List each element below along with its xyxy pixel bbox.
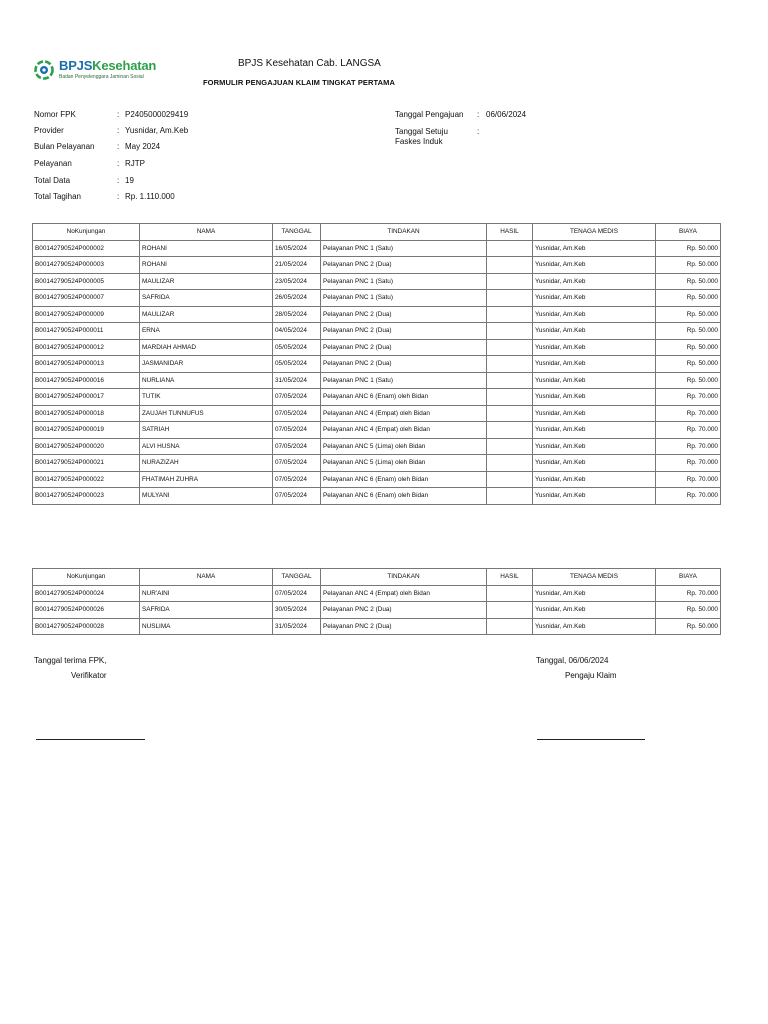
cell-tenaga-medis: Yusnidar, Am.Keb bbox=[533, 290, 656, 307]
tanggal-terima-label: Tanggal terima FPK, bbox=[34, 656, 107, 665]
cell-hasil bbox=[487, 455, 533, 472]
table-row bbox=[33, 323, 721, 340]
info-colon: : bbox=[477, 127, 480, 136]
cell-tenaga-medis: Yusnidar, Am.Keb bbox=[533, 257, 656, 274]
table-row bbox=[33, 405, 721, 422]
cell-hasil bbox=[487, 356, 533, 373]
cell-hasil bbox=[487, 602, 533, 619]
cell-tindakan: Pelayanan ANC 4 (Empat) oleh Bidan bbox=[321, 422, 487, 439]
cell-tindakan: Pelayanan PNC 2 (Dua) bbox=[321, 602, 487, 619]
cell-biaya: Rp. 50.000 bbox=[656, 618, 721, 635]
cell-tanggal: 30/05/2024 bbox=[273, 602, 321, 619]
cell-tenaga-medis: Yusnidar, Am.Keb bbox=[533, 240, 656, 257]
info-colon: : bbox=[117, 126, 120, 135]
cell-biaya: Rp. 50.000 bbox=[656, 372, 721, 389]
cell-biaya: Rp. 50.000 bbox=[656, 290, 721, 307]
cell-tanggal: 28/05/2024 bbox=[273, 306, 321, 323]
cell-hasil bbox=[487, 422, 533, 439]
cell-no-kunjungan: B00142790524P000016 bbox=[33, 372, 140, 389]
cell-biaya: Rp. 70.000 bbox=[656, 422, 721, 439]
cell-tenaga-medis: Yusnidar, Am.Keb bbox=[533, 488, 656, 505]
cell-tenaga-medis: Yusnidar, Am.Keb bbox=[533, 438, 656, 455]
cell-biaya: Rp. 50.000 bbox=[656, 339, 721, 356]
cell-no-kunjungan: B00142790524P000003 bbox=[33, 257, 140, 274]
cell-nama: MARDIAH AHMAD bbox=[140, 339, 273, 356]
cell-biaya: Rp. 70.000 bbox=[656, 471, 721, 488]
info-label: Bulan Pelayanan bbox=[34, 142, 95, 151]
table-row bbox=[33, 257, 721, 274]
cell-tenaga-medis: Yusnidar, Am.Keb bbox=[533, 372, 656, 389]
cell-tanggal: 07/05/2024 bbox=[273, 422, 321, 439]
cell-nama: NURAZIZAH bbox=[140, 455, 273, 472]
cell-hasil bbox=[487, 405, 533, 422]
cell-hasil bbox=[487, 618, 533, 635]
cell-no-kunjungan: B00142790524P000020 bbox=[33, 438, 140, 455]
cell-hasil bbox=[487, 372, 533, 389]
cell-tenaga-medis: Yusnidar, Am.Keb bbox=[533, 585, 656, 602]
column-header-no-kunjungan: NoKunjungan bbox=[33, 224, 140, 241]
info-value: P2405000029419 bbox=[125, 110, 189, 119]
cell-tanggal: 07/05/2024 bbox=[273, 471, 321, 488]
table-row bbox=[33, 455, 721, 472]
cell-tenaga-medis: Yusnidar, Am.Keb bbox=[533, 273, 656, 290]
cell-nama: ROHANI bbox=[140, 240, 273, 257]
table-row bbox=[33, 339, 721, 356]
cell-no-kunjungan: B00142790524P000005 bbox=[33, 273, 140, 290]
column-header-tindakan: TINDAKAN bbox=[321, 569, 487, 586]
pengaju-klaim-label: Pengaju Klaim bbox=[565, 671, 617, 680]
cell-no-kunjungan: B00142790524P000026 bbox=[33, 602, 140, 619]
cell-no-kunjungan: B00142790524P000012 bbox=[33, 339, 140, 356]
cell-nama: JASMANIDAR bbox=[140, 356, 273, 373]
info-colon: : bbox=[117, 142, 120, 151]
table-row bbox=[33, 273, 721, 290]
cell-biaya: Rp. 50.000 bbox=[656, 240, 721, 257]
cell-tenaga-medis: Yusnidar, Am.Keb bbox=[533, 339, 656, 356]
info-colon: : bbox=[117, 159, 120, 168]
cell-tindakan: Pelayanan ANC 5 (Lima) oleh Bidan bbox=[321, 438, 487, 455]
cell-biaya: Rp. 50.000 bbox=[656, 257, 721, 274]
column-header-biaya: BIAYA bbox=[656, 224, 721, 241]
cell-hasil bbox=[487, 471, 533, 488]
cell-biaya: Rp. 70.000 bbox=[656, 488, 721, 505]
cell-biaya: Rp. 70.000 bbox=[656, 405, 721, 422]
cell-tanggal: 07/05/2024 bbox=[273, 488, 321, 505]
cell-no-kunjungan: B00142790524P000011 bbox=[33, 323, 140, 340]
info-label: Total Tagihan bbox=[34, 192, 81, 201]
column-header-nama: NAMA bbox=[140, 569, 273, 586]
cell-hasil bbox=[487, 389, 533, 406]
cell-hasil bbox=[487, 438, 533, 455]
cell-tenaga-medis: Yusnidar, Am.Keb bbox=[533, 602, 656, 619]
cell-nama: TUTIK bbox=[140, 389, 273, 406]
cell-nama: SAFRIDA bbox=[140, 290, 273, 307]
cell-biaya: Rp. 50.000 bbox=[656, 273, 721, 290]
info-label: Tanggal Pengajuan bbox=[395, 110, 464, 119]
cell-no-kunjungan: B00142790524P000024 bbox=[33, 585, 140, 602]
cell-tanggal: 07/05/2024 bbox=[273, 438, 321, 455]
verifikator-signature-line bbox=[36, 739, 145, 740]
cell-tindakan: Pelayanan ANC 5 (Lima) oleh Bidan bbox=[321, 455, 487, 472]
cell-tindakan: Pelayanan PNC 1 (Satu) bbox=[321, 290, 487, 307]
table-row bbox=[33, 471, 721, 488]
cell-biaya: Rp. 50.000 bbox=[656, 323, 721, 340]
info-value: RJTP bbox=[125, 159, 145, 168]
cell-tenaga-medis: Yusnidar, Am.Keb bbox=[533, 323, 656, 340]
cell-tindakan: Pelayanan PNC 1 (Satu) bbox=[321, 372, 487, 389]
bpjs-logo bbox=[34, 58, 184, 86]
cell-tindakan: Pelayanan ANC 4 (Empat) oleh Bidan bbox=[321, 585, 487, 602]
cell-biaya: Rp. 70.000 bbox=[656, 389, 721, 406]
cell-no-kunjungan: B00142790524P000009 bbox=[33, 306, 140, 323]
cell-no-kunjungan: B00142790524P000022 bbox=[33, 471, 140, 488]
cell-hasil bbox=[487, 240, 533, 257]
cell-biaya: Rp. 50.000 bbox=[656, 356, 721, 373]
cell-nama: MAULIZAR bbox=[140, 306, 273, 323]
info-label: Provider bbox=[34, 126, 64, 135]
cell-tanggal: 07/05/2024 bbox=[273, 585, 321, 602]
cell-no-kunjungan: B00142790524P000018 bbox=[33, 405, 140, 422]
cell-tanggal: 05/05/2024 bbox=[273, 356, 321, 373]
cell-hasil bbox=[487, 257, 533, 274]
info-label: Tanggal Setuju bbox=[395, 127, 448, 136]
claims-table-continued bbox=[32, 568, 721, 635]
cell-biaya: Rp. 50.000 bbox=[656, 306, 721, 323]
info-value: 19 bbox=[125, 176, 134, 185]
info-colon: : bbox=[117, 176, 120, 185]
cell-hasil bbox=[487, 488, 533, 505]
cell-tindakan: Pelayanan PNC 2 (Dua) bbox=[321, 306, 487, 323]
cell-nama: ZAUJAH TUNNUFUS bbox=[140, 405, 273, 422]
cell-biaya: Rp. 70.000 bbox=[656, 455, 721, 472]
cell-biaya: Rp. 50.000 bbox=[656, 602, 721, 619]
cell-nama: NUSLIMA bbox=[140, 618, 273, 635]
cell-tindakan: Pelayanan PNC 2 (Dua) bbox=[321, 618, 487, 635]
cell-no-kunjungan: B00142790524P000017 bbox=[33, 389, 140, 406]
table-row bbox=[33, 306, 721, 323]
column-header-biaya: BIAYA bbox=[656, 569, 721, 586]
cell-nama: SAFRIDA bbox=[140, 602, 273, 619]
cell-nama: MAULIZAR bbox=[140, 273, 273, 290]
cell-no-kunjungan: B00142790524P000019 bbox=[33, 422, 140, 439]
info-colon: : bbox=[117, 192, 120, 201]
column-header-tenaga-medis: TENAGA MEDIS bbox=[533, 569, 656, 586]
table-row bbox=[33, 488, 721, 505]
cell-tanggal: 04/05/2024 bbox=[273, 323, 321, 340]
cell-tanggal: 23/05/2024 bbox=[273, 273, 321, 290]
cell-nama: SATRIAH bbox=[140, 422, 273, 439]
column-header-tenaga-medis: TENAGA MEDIS bbox=[533, 224, 656, 241]
logo-tagline: Badan Penyelenggara Jaminan Sosial bbox=[59, 74, 144, 80]
table-row bbox=[33, 290, 721, 307]
cell-tenaga-medis: Yusnidar, Am.Keb bbox=[533, 618, 656, 635]
cell-tanggal: 26/05/2024 bbox=[273, 290, 321, 307]
cell-tindakan: Pelayanan ANC 4 (Empat) oleh Bidan bbox=[321, 405, 487, 422]
cell-nama: ERNA bbox=[140, 323, 273, 340]
cell-tindakan: Pelayanan PNC 2 (Dua) bbox=[321, 323, 487, 340]
cell-hasil bbox=[487, 339, 533, 356]
tanggal-pengaju-label: Tanggal, 06/06/2024 bbox=[536, 656, 609, 665]
cell-no-kunjungan: B00142790524P000007 bbox=[33, 290, 140, 307]
cell-no-kunjungan: B00142790524P000023 bbox=[33, 488, 140, 505]
cell-nama: MULYANI bbox=[140, 488, 273, 505]
cell-tindakan: Pelayanan PNC 2 (Dua) bbox=[321, 339, 487, 356]
cell-nama: FHATIMAH ZUHRA bbox=[140, 471, 273, 488]
column-header-nama: NAMA bbox=[140, 224, 273, 241]
cell-nama: ROHANI bbox=[140, 257, 273, 274]
table-row bbox=[33, 602, 721, 619]
column-header-tanggal: TANGGAL bbox=[273, 569, 321, 586]
table-row bbox=[33, 422, 721, 439]
cell-no-kunjungan: B00142790524P000013 bbox=[33, 356, 140, 373]
verifikator-label: Verifikator bbox=[71, 671, 107, 680]
table-header-row bbox=[33, 569, 721, 586]
table-row bbox=[33, 356, 721, 373]
column-header-hasil: HASIL bbox=[487, 224, 533, 241]
table-row bbox=[33, 389, 721, 406]
cell-hasil bbox=[487, 273, 533, 290]
info-colon: : bbox=[477, 110, 480, 119]
cell-tindakan: Pelayanan PNC 1 (Satu) bbox=[321, 240, 487, 257]
cell-no-kunjungan: B00142790524P000002 bbox=[33, 240, 140, 257]
cell-tenaga-medis: Yusnidar, Am.Keb bbox=[533, 389, 656, 406]
cell-tenaga-medis: Yusnidar, Am.Keb bbox=[533, 471, 656, 488]
column-header-tanggal: TANGGAL bbox=[273, 224, 321, 241]
pengaju-signature-line bbox=[537, 739, 645, 740]
info-label: Nomor FPK bbox=[34, 110, 76, 119]
column-header-tindakan: TINDAKAN bbox=[321, 224, 487, 241]
cell-hasil bbox=[487, 306, 533, 323]
table-row bbox=[33, 585, 721, 602]
cell-tindakan: Pelayanan ANC 6 (Enam) oleh Bidan bbox=[321, 488, 487, 505]
table-row bbox=[33, 618, 721, 635]
cell-no-kunjungan: B00142790524P000021 bbox=[33, 455, 140, 472]
cell-no-kunjungan: B00142790524P000028 bbox=[33, 618, 140, 635]
cell-tenaga-medis: Yusnidar, Am.Keb bbox=[533, 422, 656, 439]
info-label: Pelayanan bbox=[34, 159, 72, 168]
cell-tanggal: 31/05/2024 bbox=[273, 372, 321, 389]
column-header-hasil: HASIL bbox=[487, 569, 533, 586]
cell-tanggal: 05/05/2024 bbox=[273, 339, 321, 356]
cell-tenaga-medis: Yusnidar, Am.Keb bbox=[533, 455, 656, 472]
table-row bbox=[33, 240, 721, 257]
bpjs-emblem-icon bbox=[34, 60, 54, 80]
cell-tenaga-medis: Yusnidar, Am.Keb bbox=[533, 306, 656, 323]
cell-tindakan: Pelayanan PNC 1 (Satu) bbox=[321, 273, 487, 290]
cell-nama: NURLIANA bbox=[140, 372, 273, 389]
cell-tindakan: Pelayanan ANC 6 (Enam) oleh Bidan bbox=[321, 389, 487, 406]
cell-tindakan: Pelayanan PNC 2 (Dua) bbox=[321, 356, 487, 373]
info-value: May 2024 bbox=[125, 142, 161, 151]
info-value: Rp. 1.110.000 bbox=[125, 192, 175, 201]
cell-tindakan: Pelayanan PNC 2 (Dua) bbox=[321, 257, 487, 274]
cell-tanggal: 21/05/2024 bbox=[273, 257, 321, 274]
info-value: 06/06/2024 bbox=[486, 110, 527, 119]
info-colon: : bbox=[117, 110, 120, 119]
cell-hasil bbox=[487, 290, 533, 307]
cell-hasil bbox=[487, 323, 533, 340]
info-value: Yusnidar, Am.Keb bbox=[125, 126, 189, 135]
info-label: Total Data bbox=[34, 176, 71, 185]
claims-table bbox=[32, 223, 721, 505]
table-header-row bbox=[33, 224, 721, 241]
cell-tanggal: 31/05/2024 bbox=[273, 618, 321, 635]
form-title: FORMULIR PENGAJUAN KLAIM TINGKAT PERTAMA bbox=[203, 78, 396, 87]
column-header-no-kunjungan: NoKunjungan bbox=[33, 569, 140, 586]
cell-tanggal: 16/05/2024 bbox=[273, 240, 321, 257]
cell-biaya: Rp. 70.000 bbox=[656, 438, 721, 455]
cell-hasil bbox=[487, 585, 533, 602]
logo-wordmark: BPJSKesehatan bbox=[59, 58, 157, 73]
cell-tanggal: 07/05/2024 bbox=[273, 405, 321, 422]
office-name: BPJS Kesehatan Cab. LANGSA bbox=[238, 58, 381, 69]
table-row bbox=[33, 438, 721, 455]
cell-nama: ALVI HUSNA bbox=[140, 438, 273, 455]
cell-biaya: Rp. 70.000 bbox=[656, 585, 721, 602]
cell-tenaga-medis: Yusnidar, Am.Keb bbox=[533, 405, 656, 422]
table-row bbox=[33, 372, 721, 389]
cell-tanggal: 07/05/2024 bbox=[273, 455, 321, 472]
cell-tanggal: 07/05/2024 bbox=[273, 389, 321, 406]
cell-tenaga-medis: Yusnidar, Am.Keb bbox=[533, 356, 656, 373]
cell-nama: NUR'AINI bbox=[140, 585, 273, 602]
cell-tindakan: Pelayanan ANC 6 (Enam) oleh Bidan bbox=[321, 471, 487, 488]
info-label-faskes-induk: Faskes Induk bbox=[395, 137, 443, 146]
